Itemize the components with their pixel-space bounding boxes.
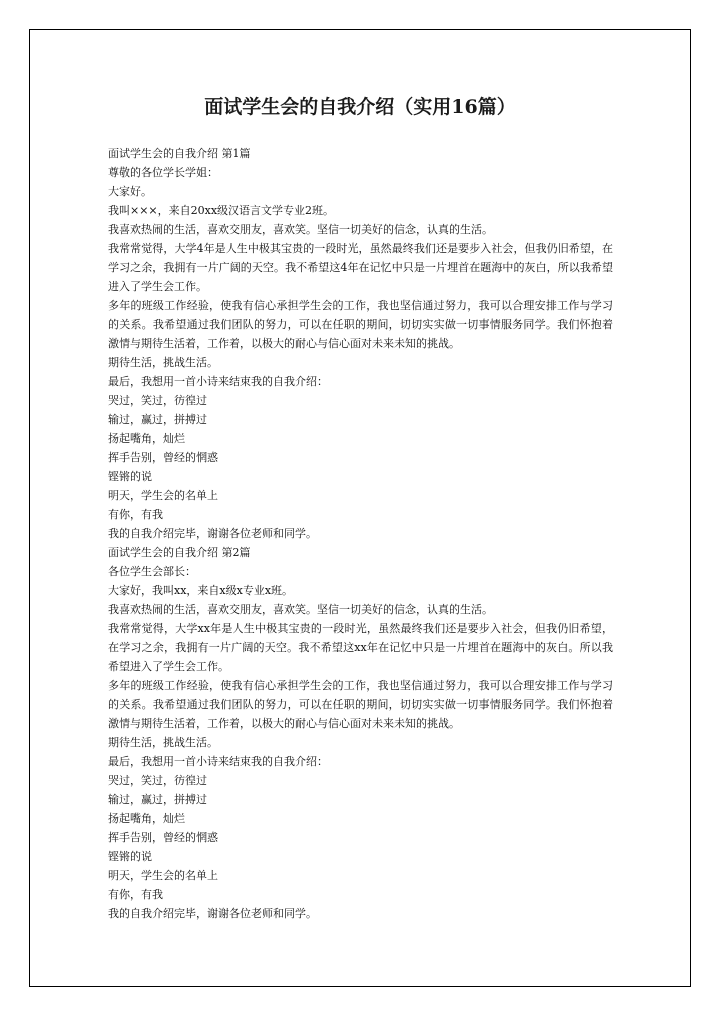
paragraph: 我喜欢热闹的生活，喜欢交朋友，喜欢笑。坚信一切美好的信念，认真的生活。 [108, 223, 493, 236]
paragraph: 面试学生会的自我介绍 第1篇 [108, 147, 251, 160]
paragraph: 有你，有我 [108, 508, 163, 521]
paragraph: 多年的班级工作经验，使我有信心承担学生会的工作，我也坚信通过努力，我可以合理安排工作与学习的关系。我希望通过我们团队的努力，可以在任职的期间，切切实实做一切事情服务同学。我们怀抱着激情与期待生活着，工作着，以极大的耐心与信心面对未来未知的挑战。 [108, 299, 613, 350]
paragraph: 期待生活，挑战生活。 [108, 736, 218, 749]
paragraph: 输过，赢过，拼搏过 [108, 413, 207, 426]
paragraph: 我的自我介绍完毕，谢谢各位老师和同学。 [108, 907, 317, 920]
paragraph: 扬起嘴角，灿烂 [108, 432, 185, 445]
paragraph: 大家好，我叫xx，来自x级x专业x班。 [108, 584, 294, 597]
paragraph: 我的自我介绍完毕，谢谢各位老师和同学。 [108, 527, 317, 540]
paragraph: 铿锵的说 [108, 850, 152, 863]
paragraph: 多年的班级工作经验，使我有信心承担学生会的工作，我也坚信通过努力，我可以合理安排工作与学习的关系。我希望通过我们团队的努力，可以在任职的期间，切切实实做一切事情服务同学。我们怀抱着激情与期待生活着，工作着，以极大的耐心与信心面对未来未知的挑战。 [108, 679, 613, 730]
paragraph: 大家好。 [108, 185, 152, 198]
paragraph: 铿锵的说 [108, 470, 152, 483]
paragraph: 输过，赢过，拼搏过 [108, 793, 207, 806]
paragraph: 哭过，笑过，彷徨过 [108, 394, 207, 407]
paragraph: 尊敬的各位学长学姐： [108, 166, 218, 179]
paragraph: 明天，学生会的名单上 [108, 489, 218, 502]
paragraph: 我喜欢热闹的生活，喜欢交朋友，喜欢笑。坚信一切美好的信念，认真的生活。 [108, 603, 493, 616]
paragraph: 挥手告别，曾经的惘惑 [108, 831, 218, 844]
paragraph: 明天，学生会的名单上 [108, 869, 218, 882]
paragraph: 最后，我想用一首小诗来结束我的自我介绍： [108, 375, 328, 388]
paragraph: 面试学生会的自我介绍 第2篇 [108, 546, 251, 559]
paragraph: 我常常觉得，大学xx年是人生中极其宝贵的一段时光，虽然最终我们还是要步入社会，但我仍旧希望，在学习之余，我拥有一片广阔的天空。我不希望这xx年在记忆中只是一片埋首在题海中的灰白。所以我希望进入了学生会工作。 [108, 622, 613, 673]
paragraph: 扬起嘴角，灿烂 [108, 812, 185, 825]
paragraph: 我叫×××，来自20xx级汉语言文学专业2班。 [108, 204, 335, 217]
paragraph: 期待生活，挑战生活。 [108, 356, 218, 369]
document-title: 面试学生会的自我介绍（实用16篇） [204, 96, 516, 118]
paragraph: 各位学生会部长： [108, 565, 196, 578]
paragraph: 哭过，笑过，彷徨过 [108, 774, 207, 787]
paragraph: 有你，有我 [108, 888, 163, 901]
paragraph: 挥手告别，曾经的惘惑 [108, 451, 218, 464]
paragraph: 最后，我想用一首小诗来结束我的自我介绍： [108, 755, 328, 768]
document-body [108, 144, 613, 923]
paragraph: 我常常觉得，大学4年是人生中极其宝贵的一段时光，虽然最终我们还是要步入社会，但我仍旧希望，在学习之余，我拥有一片广阔的天空。我不希望这4年在记忆中只是一片埋首在题海中的灰白，所以我希望进入了学生会工作。 [108, 242, 613, 293]
